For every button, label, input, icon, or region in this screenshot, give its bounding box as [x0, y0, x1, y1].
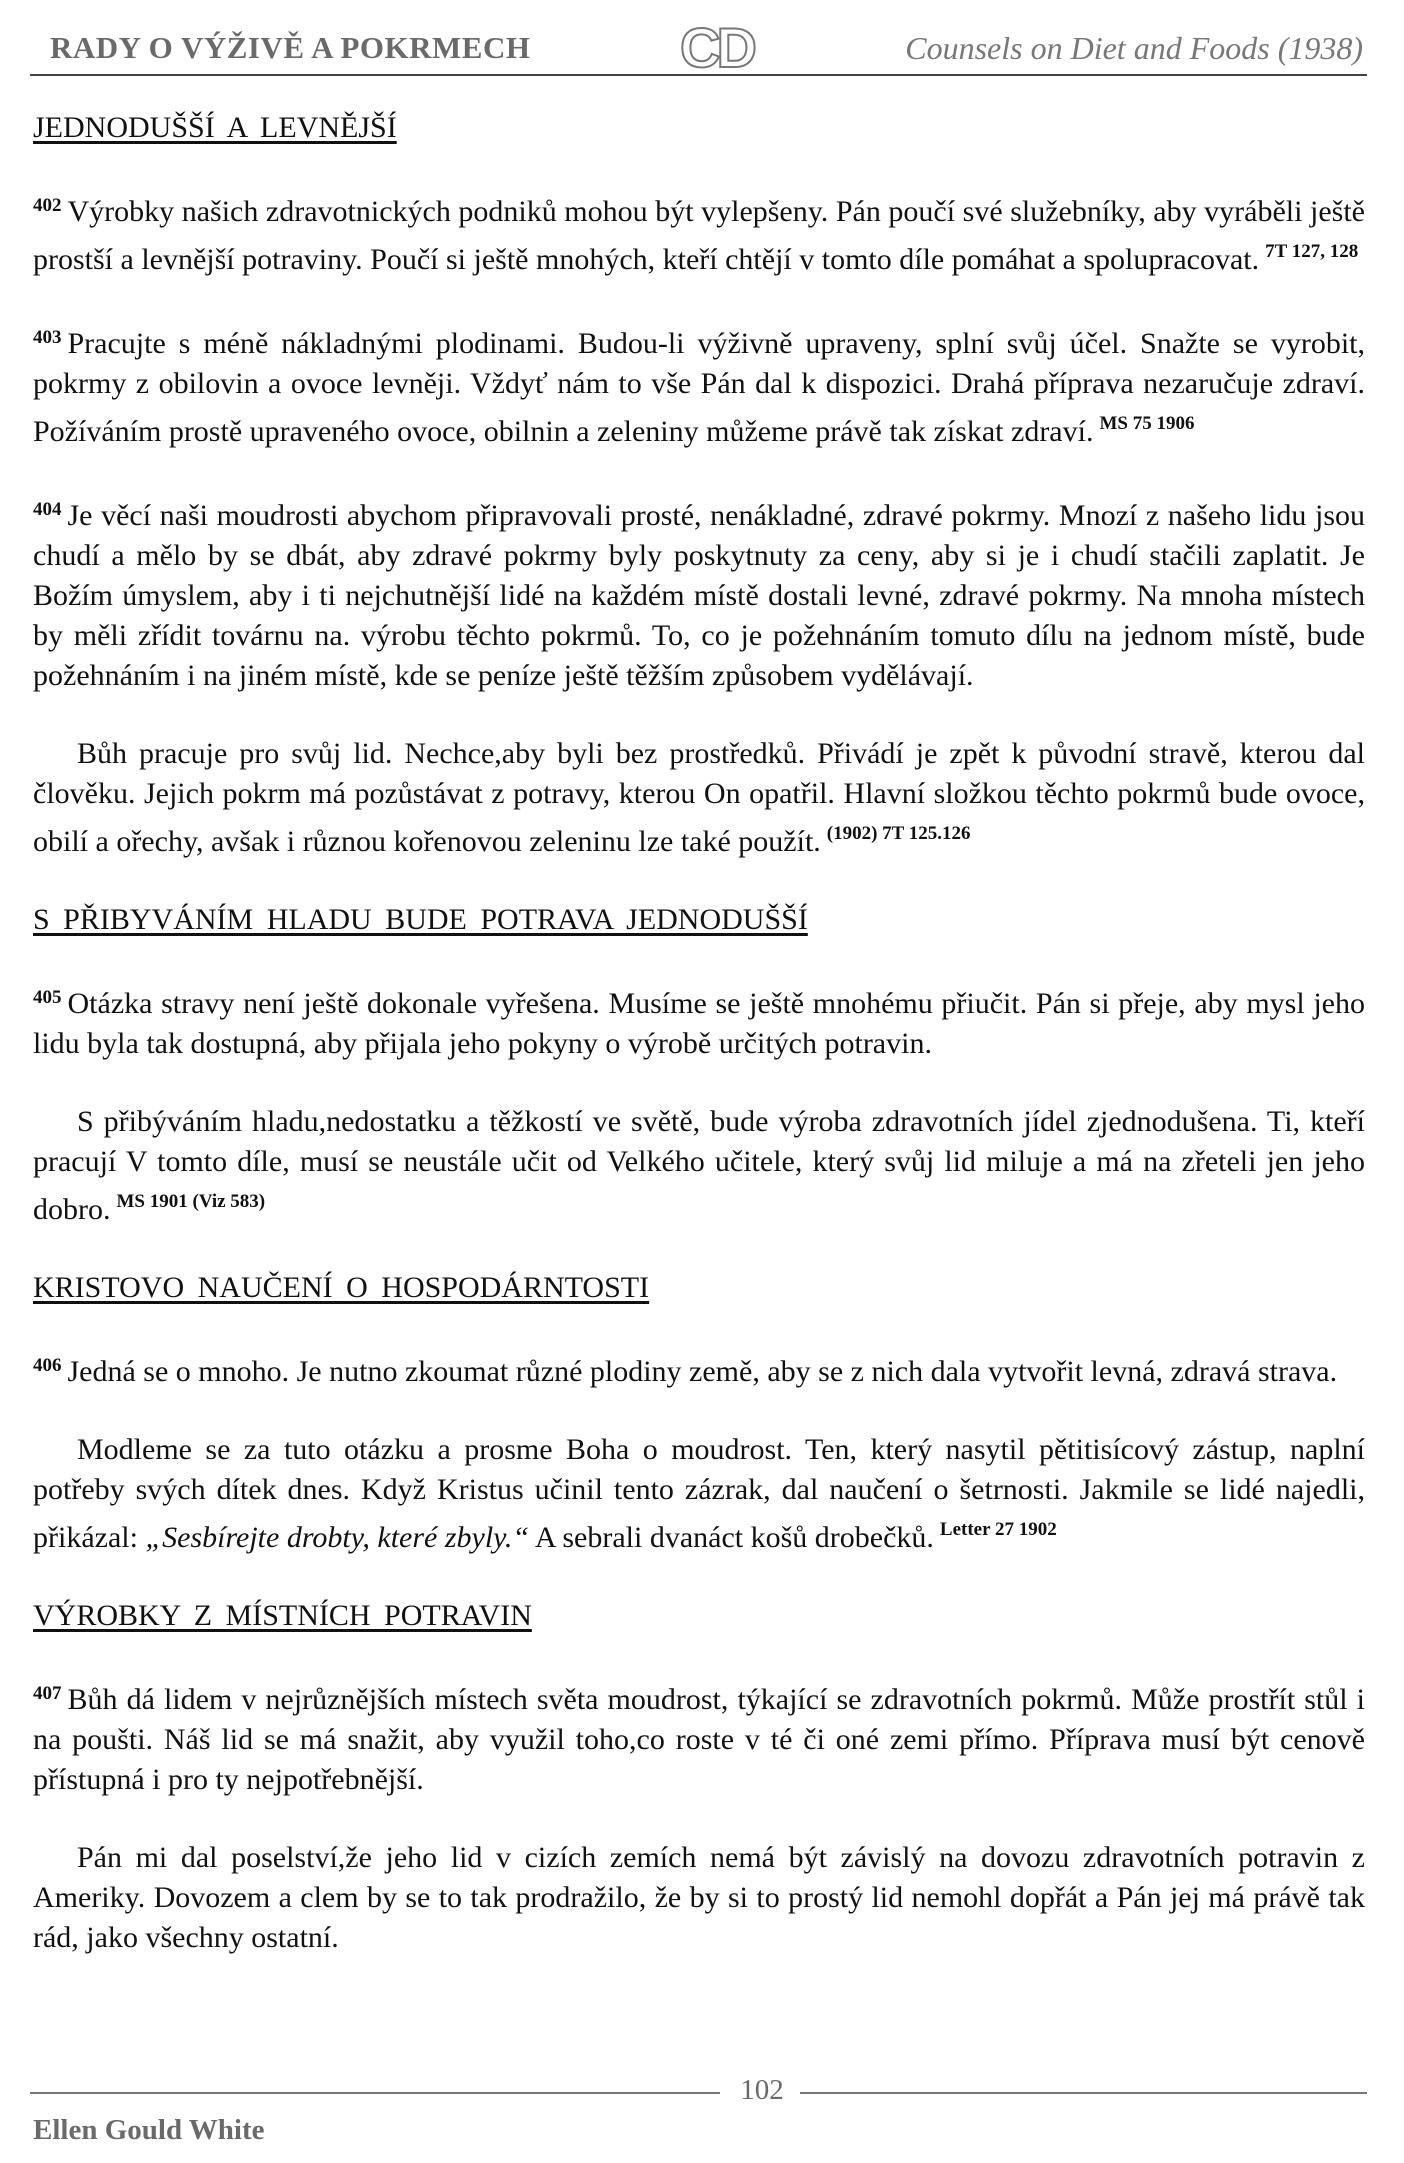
paragraph-407 [33, 1674, 1365, 1800]
paragraph-text: Bůh dá lidem v nejrůznějších místech světa moudrost, týkající se zdravotních pokrmů. Může prostřít stůl i na poušti. Náš lid se má snažit, aby využil toho,co roste v té či oné zemi přímo. Příprava musí být cenově přístupná i pro ty nejpotřebnější. [33, 1683, 1365, 1796]
paragraph-text: Výrobky našich zdravotnických podniků mohou být vylepšeny. Pán poučí své služebníky, aby vyráběli ještě prostší a levnější potraviny. Poučí si ještě mnohých, kteří chtějí v tomto díle pomáhat a spolupracovat. [33, 195, 1365, 276]
paragraph-text: A sebrali dvanáct košů drobečků. [529, 1521, 934, 1554]
paragraph-404 [33, 490, 1365, 696]
source-reference: (1902) 7T 125.126 [826, 823, 971, 844]
section-heading-simpler-cheaper: JEDNODUŠŠÍ A LEVNĚJŠÍ [33, 111, 397, 144]
footer-divider-right [800, 2092, 1367, 2094]
paragraph-text: Otázka stravy není ještě dokonale vyřešena. Musíme se ještě mnohému přiučit. Pán si přeje, aby mysl jeho lidu byla tak dostupná, aby přijala jeho pokyny o výrobě určitých potravin. [33, 987, 1365, 1060]
paragraph-405 [33, 978, 1365, 1064]
header-divider [30, 74, 1367, 76]
cd-logo: CD [680, 16, 753, 79]
paragraph-407-continued [33, 1838, 1365, 1958]
book-title-czech: RADY O VÝŽIVĚ A POKRMECH [50, 30, 531, 65]
paragraph-text: Jedná se o mnoho. Je nutno zkoumat různé plodiny země, aby se z nich dala vytvořit levná, zdravá strava. [67, 1355, 1338, 1388]
section-heading-local-products: VÝROBKY Z MÍSTNÍCH POTRAVIN [33, 1599, 532, 1632]
paragraph-406-continued [33, 1430, 1365, 1558]
paragraph-number: 402 [33, 195, 62, 216]
paragraph-number: 406 [33, 1355, 62, 1376]
paragraph-406 [33, 1346, 1365, 1392]
paragraph-403 [33, 318, 1365, 452]
source-reference: Letter 27 1902 [939, 1519, 1057, 1540]
author-name: Ellen Gould White [33, 2114, 265, 2146]
book-title-english: Counsels on Diet and Foods (1938) [905, 30, 1363, 66]
section-heading-christ-thrift: KRISTOVO NAUČENÍ O HOSPODÁRNTOSTI [33, 1271, 650, 1304]
paragraph-text: Je věcí naši moudrosti abychom připravovali prosté, nenákladné, zdravé pokrmy. Mnozí z našeho lidu jsou chudí a mělo by se dbát, aby zdravé pokrmy byly poskytnuty za ceny, aby si je i chudí stačili zaplatit. Je Božím úmyslem, aby i ti nejchutnější lidé na každém místě dostali levné, zdravé pokrmy. Na mnoha místech by měli zřídit továrnu na. výrobu těchto pokrmů. To, co je požehnáním tomuto dílu na jednom místě, bude požehnáním i na jiném místě, kde se peníze ještě těžším způsobem vydělávají. [33, 499, 1365, 692]
paragraph-text: Pracujte s méně nákladnými plodinami. Budou-li výživně upraveny, splní svůj účel. Snažte se vyrobit, pokrmy z obilovin a ovoce levněji. Vždyť nám to vše Pán dal k dispozici. Drahá příprava nezaručuje zdraví. Požíváním prostě upraveného ovoce, obilnin a zeleniny můžeme právě tak získat zdraví. [33, 327, 1365, 448]
page-header [30, 18, 1367, 78]
paragraph-number: 403 [33, 327, 62, 348]
page-body [33, 108, 1365, 1996]
paragraph-404-continued [33, 734, 1365, 862]
paragraph-text: Pán mi dal poselství,že jeho lid v cizích zemích nemá být závislý na dovozu zdravotních potravin z Ameriky. Dovozem a clem by se to tak prodražilo, že by si to prostý lid nemohl dopřát a Pán jej má právě tak rád, jako všechny ostatní. [33, 1841, 1365, 1954]
paragraph-number: 404 [33, 499, 62, 520]
paragraph-405-continued [33, 1102, 1365, 1230]
paragraph-text: S přibýváním hladu,nedostatku a těžkostí ve světě, bude výroba zdravotních jídel zjednodušena. Ti, kteří pracují V tomto díle, musí se neustále učit od Velkého učitele, který svůj lid miluje a má na zřeteli jen jeho dobro. [33, 1105, 1365, 1226]
page-number: 102 [740, 2074, 784, 2106]
source-reference: 7T 127, 128 [1265, 241, 1359, 262]
paragraph-text: Bůh pracuje pro svůj lid. Nechce,aby byli bez prostředků. Přivádí je zpět k původní stravě, kterou dal člověku. Jejich pokrm má pozůstávat z potravy, kterou On opatřil. Hlavní složkou těchto pokrmů bude ovoce, obilí a ořechy, avšak i různou kořenovou zeleninu lze také použít. [33, 737, 1365, 858]
paragraph-text: Modleme se za tuto otázku a prosme Boha o moudrost. Ten, který nasytil pětitisícový zástup, naplní potřeby svých dítek dnes. Když Kristus učinil tento zázrak, dal naučení o šetrnosti. Jakmile se lidé najedli, přikázal: [33, 1433, 1365, 1554]
source-reference: MS 75 1906 [1099, 413, 1195, 434]
footer-divider-left [30, 2092, 720, 2094]
paragraph-402 [33, 186, 1365, 280]
source-reference: MS 1901 (Viz 583) [116, 1191, 266, 1212]
section-heading-hunger-simpler-food: S PŘIBYVÁNÍM HLADU BUDE POTRAVA JEDNODUŠŠÍ [33, 903, 808, 936]
paragraph-number: 407 [33, 1683, 62, 1704]
paragraph-number: 405 [33, 987, 62, 1008]
quotation: „Sesbírejte drobty, které zbyly.“ [145, 1521, 530, 1554]
